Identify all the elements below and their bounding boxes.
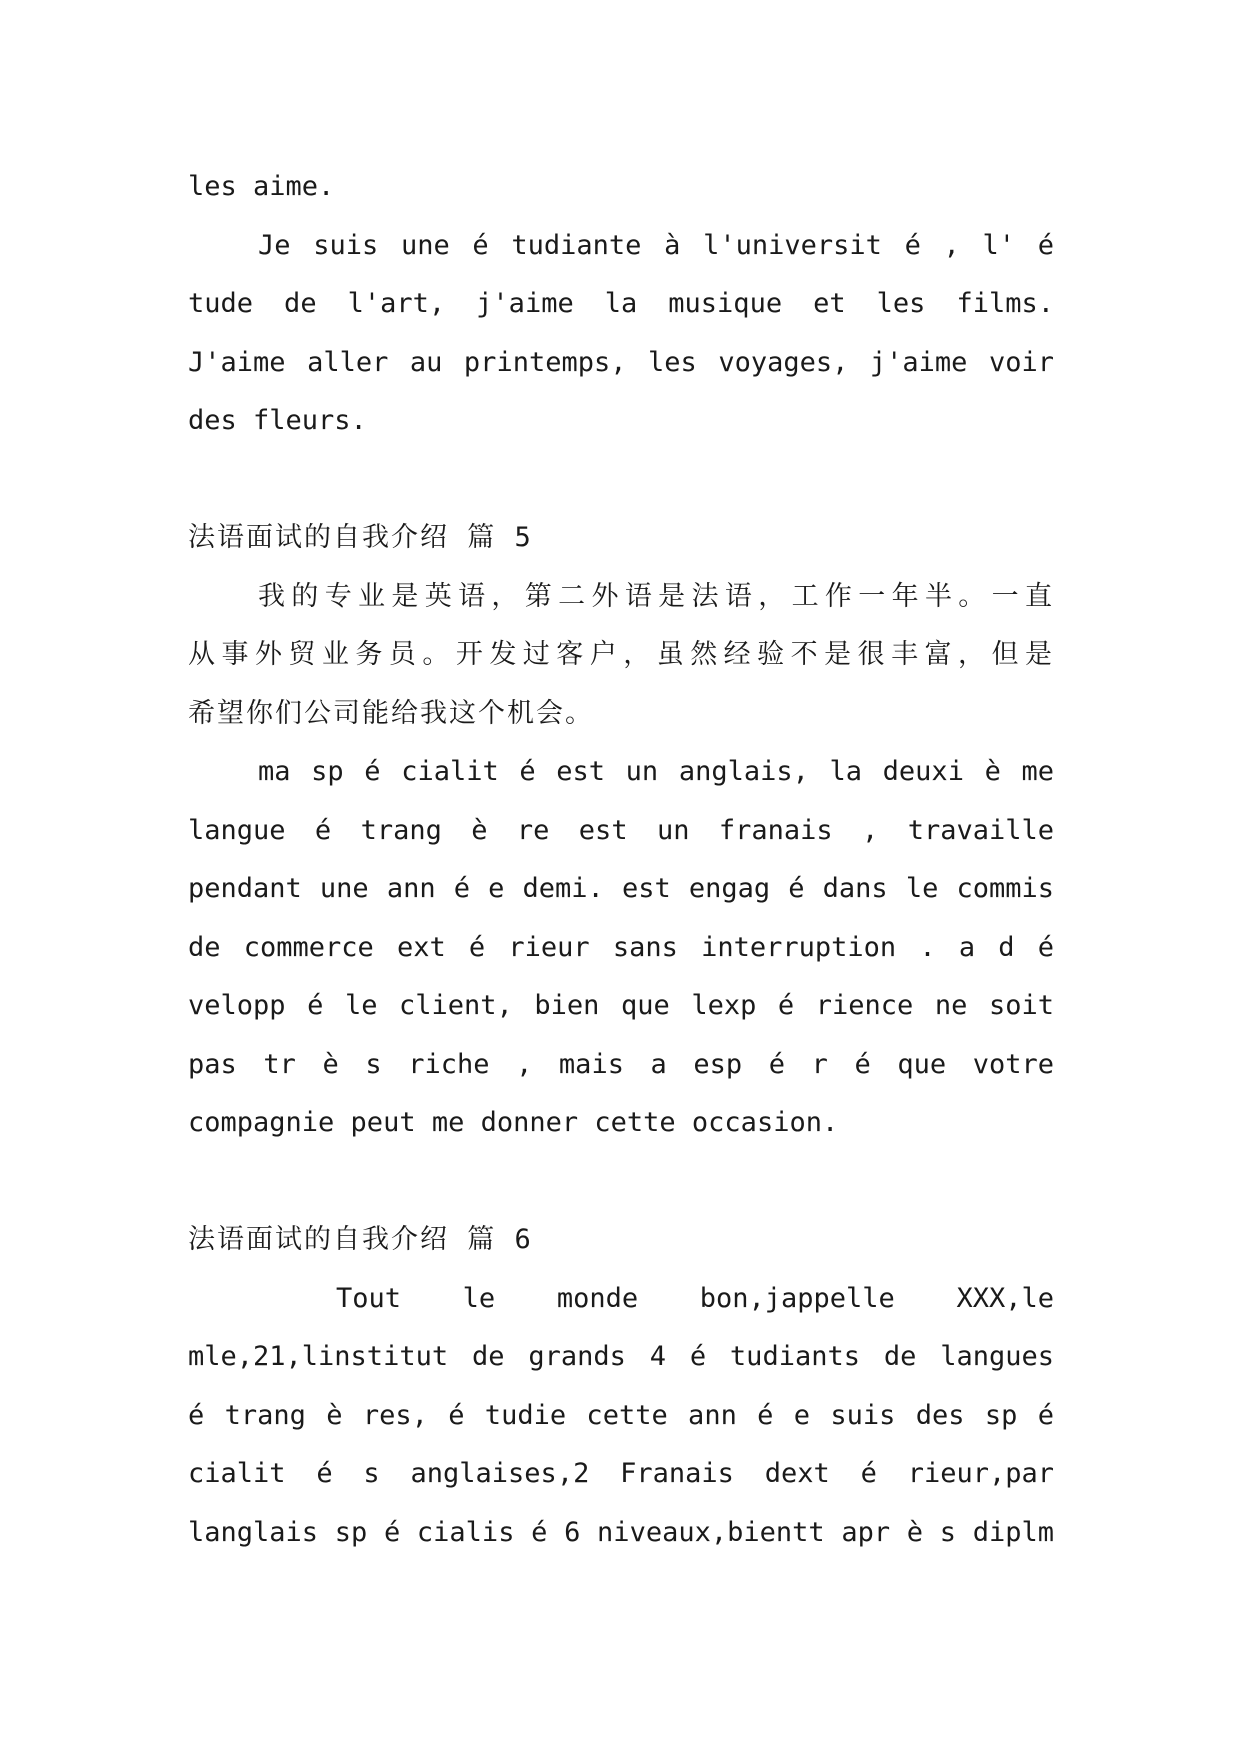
paragraph-line: velopp é le client, bien que lexp é rience ne soit [188,990,1054,1021]
section-heading: 法语面试的自我介绍 篇 6 [188,1224,533,1255]
paragraph-line: é trang è res, é tudie cette ann é e suis des sp é [188,1399,1054,1431]
paragraph-line: 从事外贸业务员。开发过客户，虽然经验不是很丰富，但是 [188,639,1054,670]
section-heading: 法语面试的自我介绍 篇 5 [188,522,533,553]
section-spacer [188,451,1054,510]
paragraph-line: mle,21,linstitut de grands 4 é tudiants de langues [188,1341,1054,1372]
paragraph-line: tude de l'art, j'aime la musique et les films. [188,288,1054,319]
paragraph-line: pendant une ann é e demi. est engag é dans le commis [188,873,1054,904]
paragraph-line: Tout le monde bon,jappelle XXX,le [336,1282,1054,1314]
paragraph-line: langue é trang è re est un franais , travaille [188,814,1054,846]
document-body [188,158,1054,1562]
paragraph-line: langlais sp é cialis é 6 niveaux,bientt apr è s diplm [188,1516,1054,1548]
paragraph-line: de commerce ext é rieur sans interruption . a d é [188,931,1054,963]
paragraph-line: des fleurs. [188,405,367,436]
paragraph-line: 我的专业是英语，第二外语是法语，工作一年半。一直 [258,580,1054,612]
paragraph-line: Je suis une é tudiante à l'universit é , l' é [258,229,1054,261]
paragraph-line: compagnie peut me donner cette occasion. [188,1107,839,1138]
paragraph-line: J'aime aller au printemps, les voyages, j'aime voir [188,346,1054,378]
paragraph-line: cialit é s anglaises,2 Franais dext é rieur,par [188,1458,1054,1489]
paragraph-line: pas tr è s riche , mais a esp é r é que votre [188,1048,1054,1080]
paragraph-line: 希望你们公司能给我这个机会。 [188,697,594,729]
paragraph-line: les aime. [188,171,335,202]
paragraph-line: ma sp é cialit é est un anglais, la deuxi è me [258,756,1054,787]
section-spacer [188,1153,1054,1212]
